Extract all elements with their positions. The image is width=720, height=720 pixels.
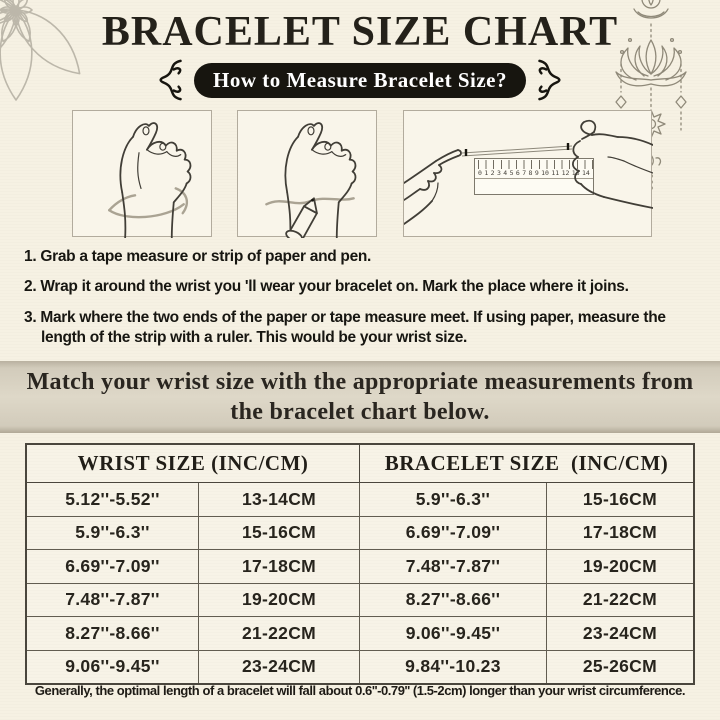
table-header-row (27, 445, 693, 483)
table-cell: 13-14CM (199, 483, 360, 516)
wrist-size-header: WRIST SIZE (INC/CM) (27, 445, 360, 482)
badge-row (0, 60, 720, 100)
table-row (27, 550, 693, 584)
table-cell: 9.06''-9.45'' (27, 651, 199, 684)
size-table (25, 443, 695, 685)
table-cell: 15-16CM (582, 488, 657, 509)
ruler-measure-illustration (403, 110, 652, 237)
table-row (27, 584, 693, 618)
table-cell: 7.48''-7.87'' (27, 584, 199, 617)
table-cell: 9.06''-9.45'' (360, 617, 547, 650)
table-row (27, 483, 693, 517)
table-row (27, 617, 693, 651)
match-size-banner (0, 361, 720, 433)
ruler-numbers: 0 1 2 3 4 5 6 7 8 9 10 11 12 13 14 (475, 169, 593, 179)
table-cell: 23-24CM (199, 651, 360, 684)
table-cell: 15-16CM (199, 517, 360, 550)
table-cell: 23-24CM (582, 622, 657, 643)
instruction-steps (24, 247, 679, 359)
flourish-left-icon (155, 58, 185, 102)
bracelet-size-header: BRACELET SIZE (INC/CM) (384, 451, 669, 475)
table-row (27, 517, 693, 551)
table-cell: 8.27''-8.66'' (360, 584, 547, 617)
table-cell: 21-22CM (199, 617, 360, 650)
flourish-right-icon (535, 58, 565, 102)
table-cell: 5.9''-6.3'' (360, 483, 547, 516)
table-cell: 8.27''-8.66'' (27, 617, 199, 650)
table-cell: 9.84''-10.23 (360, 651, 547, 684)
table-cell: 19-20CM (582, 555, 657, 576)
banner-text: Match your wrist size with the appropriate measurements from the bracelet chart below. (26, 368, 694, 425)
table-cell: 6.69''-7.09'' (360, 517, 547, 550)
table-cell: 21-22CM (582, 589, 657, 610)
table-cell: 17-18CM (199, 550, 360, 583)
footer-note: Generally, the optimal length of a bracelet will fall about 0.6''-0.79'' (1.5-2cm) longer than your wrist circumference. (34, 683, 686, 698)
table-cell: 6.69''-7.09'' (27, 550, 199, 583)
step-2: 2. Wrap it around the wrist you 'll wear your bracelet on. Mark the place where it joins. (24, 278, 629, 296)
step-1: 1. Grab a tape measure or strip of paper and pen. (24, 248, 372, 265)
hand-pen-illustration (237, 110, 377, 237)
page-title: BRACELET SIZE CHART (101, 9, 619, 55)
table-cell: 17-18CM (582, 522, 657, 543)
table-cell: 25-26CM (582, 656, 657, 677)
step-3: 3. Mark where the two ends of the paper or tape measure meet. If using paper, measure the length of the strip with a ruler. This would be your wrist size. (24, 308, 666, 347)
hand-tape-illustration (72, 110, 212, 237)
table-row (27, 651, 693, 684)
table-cell: 7.48''-7.87'' (360, 550, 547, 583)
table-cell: 5.9''-6.3'' (27, 517, 199, 550)
how-to-measure-badge: How to Measure Bracelet Size? (194, 63, 526, 98)
table-cell: 5.12''-5.52'' (27, 483, 199, 516)
table-cell: 19-20CM (199, 584, 360, 617)
